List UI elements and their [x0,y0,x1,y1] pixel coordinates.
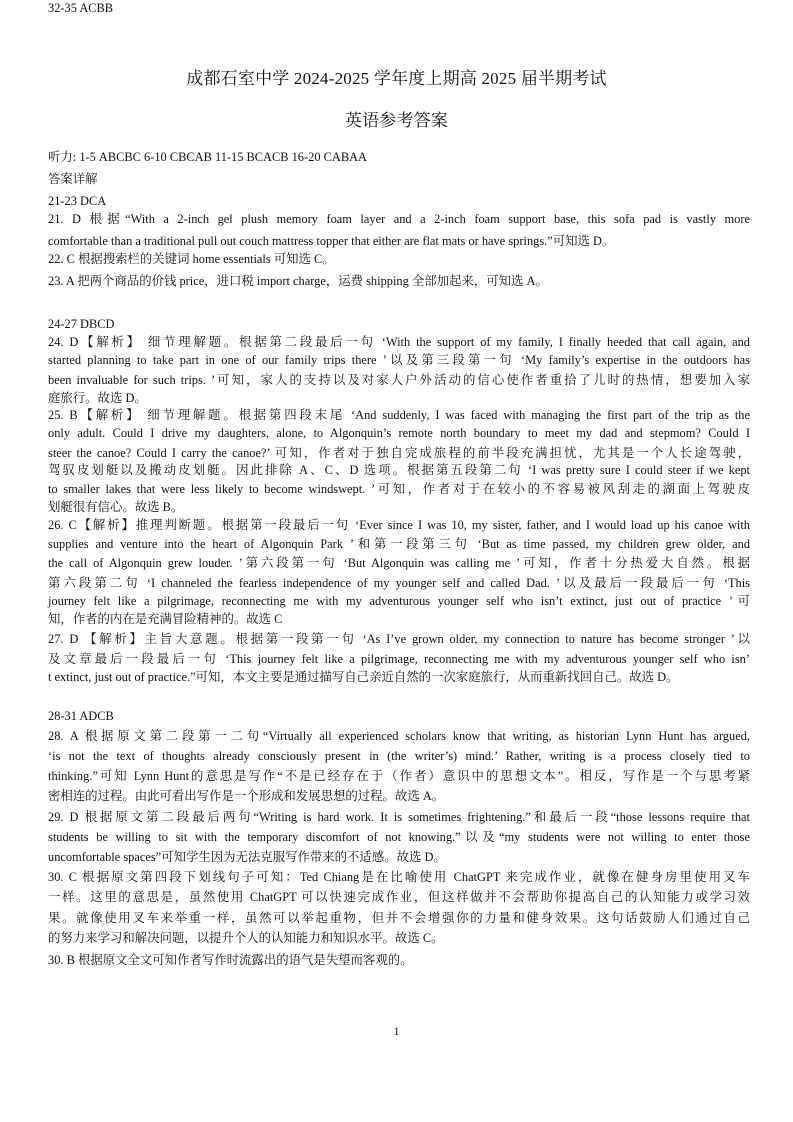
text-line: 第六段第二句 ‘I channeled the fearless independence of my younger self and called Dad. ’以及最后一段最后一句 ‘This [48,576,750,590]
text-line: 的努力来学习和解决问题，以提升个人的认知能力和知识水平。故选 C。 [48,931,444,945]
text-line: 23. A 把两个商品的价钱 price，进口税 import charge，运费 shipping 全部加起来，可知选 A。 [48,274,548,288]
text-line: 30. B 根据原文全文可知作者写作时流露出的语气是失望而客观的。 [48,953,413,967]
text-line: only adult. Could I drive my daughters, alone, to Algonquin’s remote north boundary to meet my dad and stepmom? Could I [48,426,750,440]
text-line: 果。就像使用叉车来举重一样，虽然可以举起重物，但并不会增强你的力量和健身效果。这句话鼓励人们通过自己 [48,911,750,925]
text-line: 划艇很有信心。故选 B。 [48,500,184,514]
page-number: 1 [393,1024,400,1038]
text-line: 29. D 根据原文第二段最后两句“Writing is hard work. It is sometimes frightening.”和最后一段“those lessons require that [48,810,750,824]
text-line: students be willing to sit with the temporary discomfort of not knowing.”以及“my students were not willing to enter those [48,830,750,844]
document-subtitle: 英语参考答案 [344,111,449,130]
text-line: 及文章最后一段最后一句 ‘This journey felt like a pilgrimage, reconnecting me with my adventurous younger self who isn’ [48,652,750,666]
text-line: 密相连的过程。由此可看出写作是一个形成和发展思想的过程。故选 A。 [48,789,445,803]
text-line: uncomfortable spaces”可知学生因为无法克服写作带来的不适感。故选 D。 [48,850,446,864]
text-line: 21. D 根据“With a 2-inch gel plush memory foam layer and a 2-inch foam support base, this sofa pad is vastly more [48,212,750,226]
text-line: 28. A 根据原文第二段第一二句“Virtually all experienced scholars know that writing, as historian Lynn Hunt has argued, [48,729,750,743]
text-line: t extinct, just out of practice.”可知，本文主要是通过描写自己亲近自然的一次家庭旅行，从而重新找回自己。故选 D。 [48,670,679,684]
text-line: to smaller lakes that were less likely to become windswept. ’可知，作者对于在较小的不容易被风刮走的湖面上驾驶皮 [48,482,750,496]
text-line: 知，作者的内在是充满冒险精神的。故选 C [48,612,283,626]
text-line: 27. D 【解析】主旨大意题。根据第一段第一句 ‘As I’ve grown older, my connection to nature has become stronger ’以 [48,632,750,646]
text-line: started planning to take part in one of our family trips there ’以及第三段第一句 ‘My family’s expertise in the outdoors has [48,353,750,367]
text-line: 21-23 DCA [48,194,107,208]
text-line: comfortable than a traditional pull out couch mattress topper that either are flat mats or have springs.”可知选 D。 [48,234,615,248]
text-line: 25. B【解析】 细节理解题。根据第四段末尾 ‘And suddenly, I was faced with managing the first part of the trip as the [48,408,750,422]
text-line: supplies and venture into the heart of Algonquin Park ’和第一段第三句 ‘But as time passed, my children grew older, and [48,537,750,551]
text-line: 22. C 根据搜索栏的关键词 home essentials 可知选 C。 [48,252,335,266]
text-line: 一样。这里的意思是，虽然使用 ChatGPT 可以快速完成作业，但这样做并不会帮助你提高自己的认知能力或学习效 [48,890,750,904]
text-line: 驾驭皮划艇以及搬动皮划艇。因此排除 A、C、D 选项。根据第五段第二句 ‘I was pretty sure I could steer if we kept [48,463,750,477]
text-line: journey felt like a pilgrimage, reconnecting me with my adventurous younger self who isn’t extinct, just out of practice ’可 [48,594,750,608]
text-line: 24-27 DBCD [48,317,115,331]
text-line: ‘is not the text of thoughts already consciously present in (the writer’s) mind.’ Rather, writing is a process closely tied to [48,749,750,763]
text-line: steer the canoe? Could I carry the canoe?’ 可知，作者对于独自完成旅程的前半段充满担忧，尤其是一个人长途驾驶， [48,446,750,460]
text-line: been invaluable for such trips. ’可知，家人的支持以及对家人户外活动的信心使作者重拾了儿时的热情，想要加入家 [48,373,750,387]
text-line: 26. C【解析】推理判断题。根据第一段最后一句 ‘Ever since I was 10, my sister, father, and I would load up his canoe with [48,518,750,532]
document-title: 成都石室中学 2024-2025 学年度上期高 2025 届半期考试 [186,69,607,88]
text-line: 听力: 1-5 ABCBC 6-10 CBCAB 11-15 BCACB 16-20 CABAA [48,150,367,164]
text-line: thinking.”可知 Lynn Hunt的意思是写作“不是已经存在于（作者）意识中的思想文本”。相反，写作是一个与思考紧 [48,769,750,783]
text-line: 答案详解 [48,172,98,186]
text-line: 32-35 ACBB [48,1,114,15]
text-line: 28-31 ADCB [48,709,114,723]
text-line: the call of Algonquin grew louder. ’第六段第一句 ‘But Algonquin was calling me ’可知，作者十分热爱大自然。根据 [48,556,750,570]
text-line: 庭旅行。故选 D。 [48,391,147,405]
text-line: 24. D【解析】 细节理解题。根据第二段最后一句 ‘With the support of my family, I finally heeded that call again, and [48,335,750,349]
text-line: 30. C 根据原文第四段下划线句子可知：Ted Chiang是在比喻使用 ChatGPT 来完成作业，就像在健身房里使用叉车 [48,870,750,884]
